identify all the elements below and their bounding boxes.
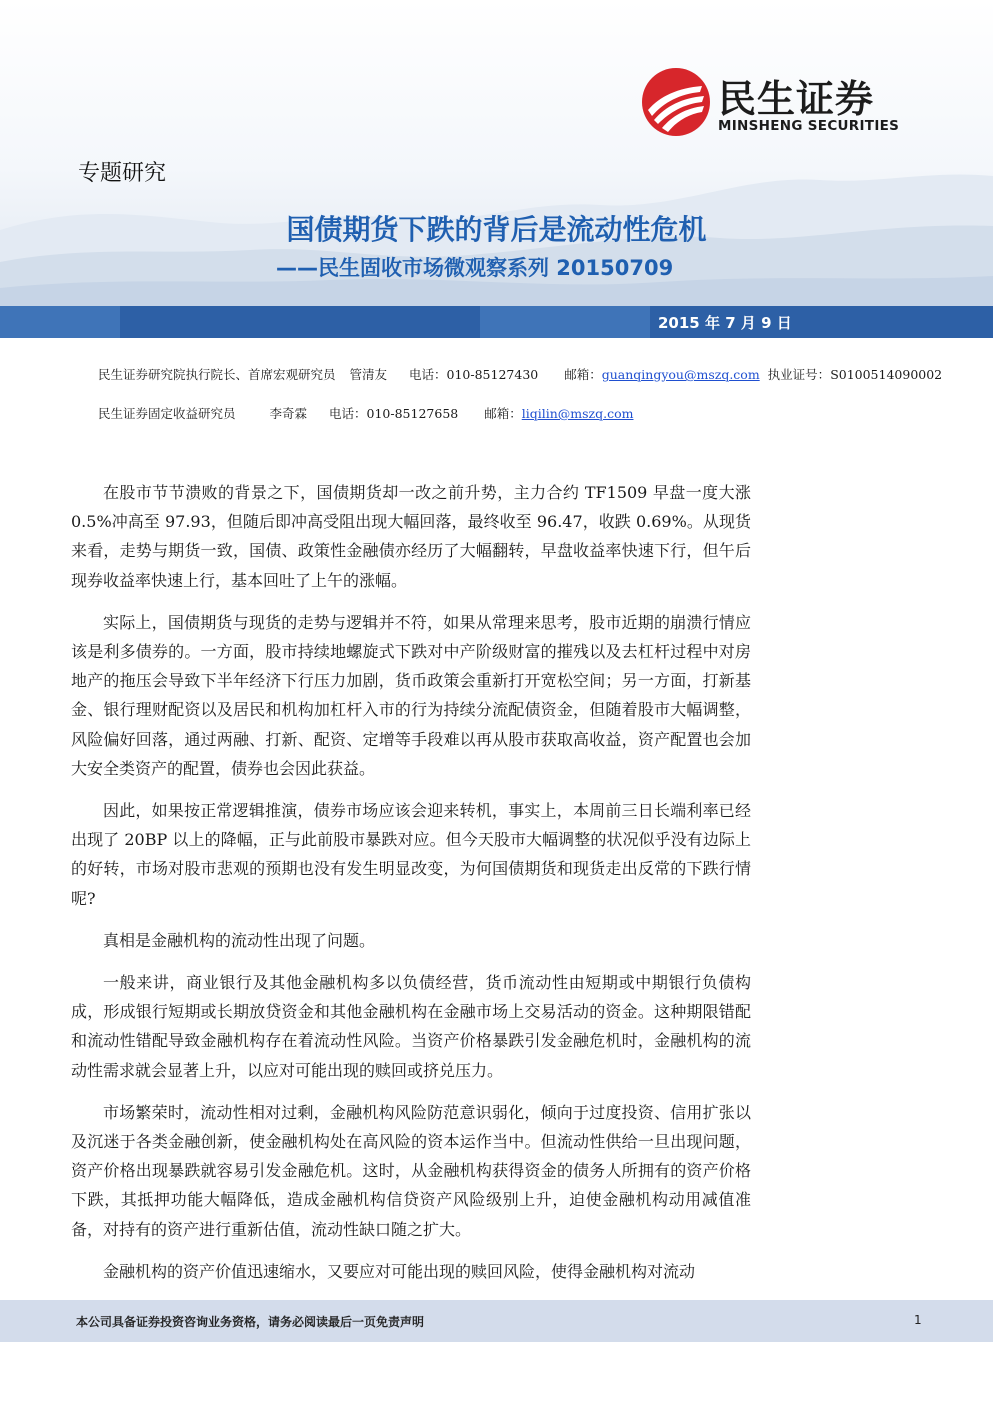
body-paragraph: 金融机构的资产价值迅速缩水，又要应对可能出现的赎回风险，使得金融机构对流动	[103, 1261, 696, 1281]
author-phone: 010-85127658	[366, 406, 459, 421]
footer-disclaimer: 本公司具备证券投资咨询业务资格，请务必阅读最后一页免责声明	[76, 1315, 425, 1329]
report-category: 专题研究	[78, 161, 167, 186]
email-label: 邮箱：	[564, 367, 602, 382]
author-role: 民生证券研究院执行院长、首席宏观研究员	[98, 367, 336, 382]
author-email-link[interactable]: liqilin@mszq.com	[521, 406, 634, 421]
author-line	[98, 365, 942, 383]
author-email-link[interactable]: guanqingyou@mszq.com	[601, 367, 760, 382]
email-label: 邮箱：	[484, 406, 522, 421]
body-paragraph: 真相是金融机构的流动性出现了问题。	[103, 930, 376, 950]
logo-chinese-name: 民生证券	[718, 77, 875, 121]
license-label: 执业证号：	[767, 367, 831, 382]
report-title: 国债期货下跌的背后是流动性危机	[286, 213, 707, 246]
phone-label: 电话：	[329, 406, 367, 421]
body-paragraph: 市场繁荣时，流动性相对过剩，金融机构风险防范意识弱化，倾向于过度投资、信用扩张以及沉迷于各类金融创新，使金融机构处在高风险的资本运作当中。但流动性供给一旦出现问题，资产价格出现暴跌就容易引发金融危机。这时，从金融机构获得资金的债务人所拥有的资产价格下跌，其抵押功能大幅降低，造成金融机构信贷资产风险级别上升，迫使金融机构动用减值准备，对持有的资产进行重新估值，流动性缺口随之扩大。	[71, 1102, 751, 1239]
body-paragraph: 实际上，国债期货与现货的走势与逻辑并不符，如果从常理来思考，股市近期的崩溃行情应该是利多债券的。一方面，股市持续地螺旋式下跌对中产阶级财富的摧残以及去杠杆过程中对房地产的拖压会导致下半年经济下行压力加剧，货币政策会重新打开宽松空间；另一方面，打新基金、银行理财配资以及居民和机构加杠杆入市的行为持续分流配债资金，但随着股市大幅调整，风险偏好回落，通过两融、打新、配资、定增等手段难以再从股市获取高收益，资产配置也会加大安全类资产的配置，债券也会因此获益。	[71, 612, 751, 778]
minsheng-logo-icon	[640, 66, 712, 138]
author-license: S0100514090002	[830, 367, 943, 382]
body-paragraph: 在股市节节溃败的背景之下，国债期货却一改之前升势，主力合约 TF1509 早盘一度大涨 0.5%冲高至 97.93，但随后即冲高受阻出现大幅回落，最终收至 96.47，收跌 0.69%。从现货来看，走势与期货一致，国债、政策性金融债亦经历了大幅翻转，早盘收益率快速下行，但午后现券收益率快速上行，基本回吐了上午的涨幅。	[71, 483, 751, 590]
company-logo	[640, 62, 930, 144]
report-body	[71, 478, 751, 1299]
date-bar	[0, 306, 993, 338]
author-role: 民生证券固定收益研究员	[98, 406, 236, 421]
page-number: 1	[914, 1313, 922, 1327]
logo-english-name: MINSHENG SECURITIES	[718, 118, 900, 134]
author-line	[98, 404, 633, 422]
body-paragraph: 因此，如果按正常逻辑推演，债券市场应该会迎来转机，事实上，本周前三日长端利率已经出现了 20BP 以上的降幅，正与此前股市暴跌对应。但今天股市大幅调整的状况似乎没有边际上的好转，市场对股市悲观的预期也没有发生明显改变，为何国债期货和现货走出反常的下跌行情呢?	[71, 801, 751, 908]
report-date: 2015 年 7 月 9 日	[658, 314, 792, 332]
author-phone: 010-85127430	[446, 367, 539, 382]
date-bar-segment	[480, 306, 650, 338]
author-name: 管清友	[349, 367, 388, 382]
body-paragraph: 一般来讲，商业银行及其他金融机构多以负债经营，货币流动性由短期或中期银行负债构成，形成银行短期或长期放贷资金和其他金融机构在金融市场上交易活动的资金。这种期限错配和流动性错配导致金融机构存在着流动性风险。当资产价格暴跌引发金融危机时，金融机构的流动性需求就会显著上升，以应对可能出现的赎回或挤兑压力。	[71, 973, 751, 1080]
phone-label: 电话：	[409, 367, 447, 382]
author-name: 李奇霖	[269, 406, 308, 421]
report-subtitle: ——民生固收市场微观察系列 20150709	[276, 256, 674, 280]
date-bar-segment	[0, 306, 120, 338]
